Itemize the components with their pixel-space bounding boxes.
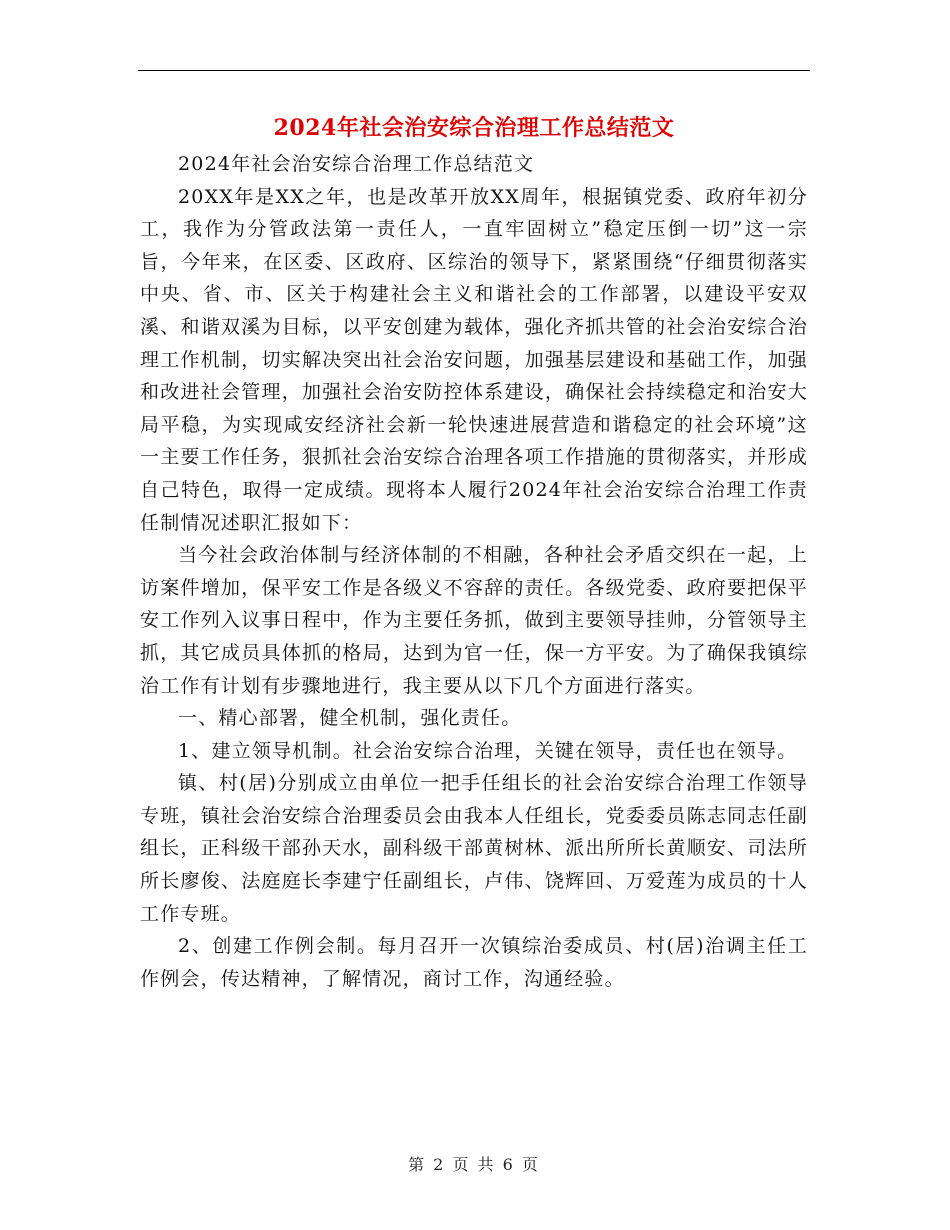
paragraph-work-team: 镇、村(居)分别成立由单位一把手任组长的社会治安综合治理工作领导专班，镇社会治安综合治理委员会由我本人任组长，党委委员陈志同志任副组长，正科级干部孙天水，副科级干部黄树林、派出所所长黄顺安、司法所所长廖俊、法庭庭长李建宁任副组长，卢伟、饶辉回、万爱莲为成员的十人工作专班。: [140, 772, 808, 925]
paragraph-subtitle: 2024年社会治安综合治理工作总结范文: [178, 153, 535, 175]
header-rule: [138, 70, 810, 71]
page-number-footer: 第 2 页 共 6 页: [408, 1155, 540, 1174]
paragraph-intro: 20XX年是XX之年，也是改革开放XX周年，根据镇党委、政府年初分工，我作为分管政法第一责任人，一直牢固树立”稳定压倒一切”这一宗旨，今年来，在区委、区政府、区综治的领导下，紧紧围绕“仔细贯彻落实中央、省、市、区关于构建社会主义和谐社会的工作部署，以建设平安双溪、和谐双溪为目标，以平安创建为载体，强化齐抓共管的社会治安综合治理工作机制，切实解决突出社会治安问题，加强基层建设和基础工作，加强和改进社会管理，加强社会治安防控体系建设，确保社会持续稳定和治安大局平稳，为实现咸安经济社会新一轮快速进展营造和谐稳定的社会环境”这一主要工作任务，狠抓社会治安综合治理各项工作措施的贯彻落实，并形成自己特色，取得一定成绩。现将本人履行2024年社会治安综合治理工作责任制情况述职汇报如下：: [140, 185, 808, 534]
document-title: 2024年社会治安综合治理工作总结范文: [273, 115, 675, 141]
paragraph-context: 当今社会政治体制与经济体制的不相融，各种社会矛盾交织在一起，上访案件增加，保平安工作是各级义不容辞的责任。各级党委、政府要把保平安工作列入议事日程中，作为主要任务抓，做到主要领导挂帅，分管领导主抓，其它成员具体抓的格局，达到为官一任，保一方平安。为了确保我镇综治工作有计划有步骤地进行，我主要从以下几个方面进行落实。: [140, 544, 808, 697]
item-regular-meetings: 2、创建工作例会制。每月召开一次镇综治委成员、村(居)治调主任工作例会，传达精神，了解情况，商讨工作，沟通经验。: [140, 935, 808, 990]
document-body: [140, 148, 808, 995]
section-heading-1: 一、精心部署，健全机制，强化责任。: [178, 707, 522, 730]
item-leadership-mechanism: 1、建立领导机制。社会治安综合治理，关键在领导，责任也在领导。: [178, 739, 798, 762]
